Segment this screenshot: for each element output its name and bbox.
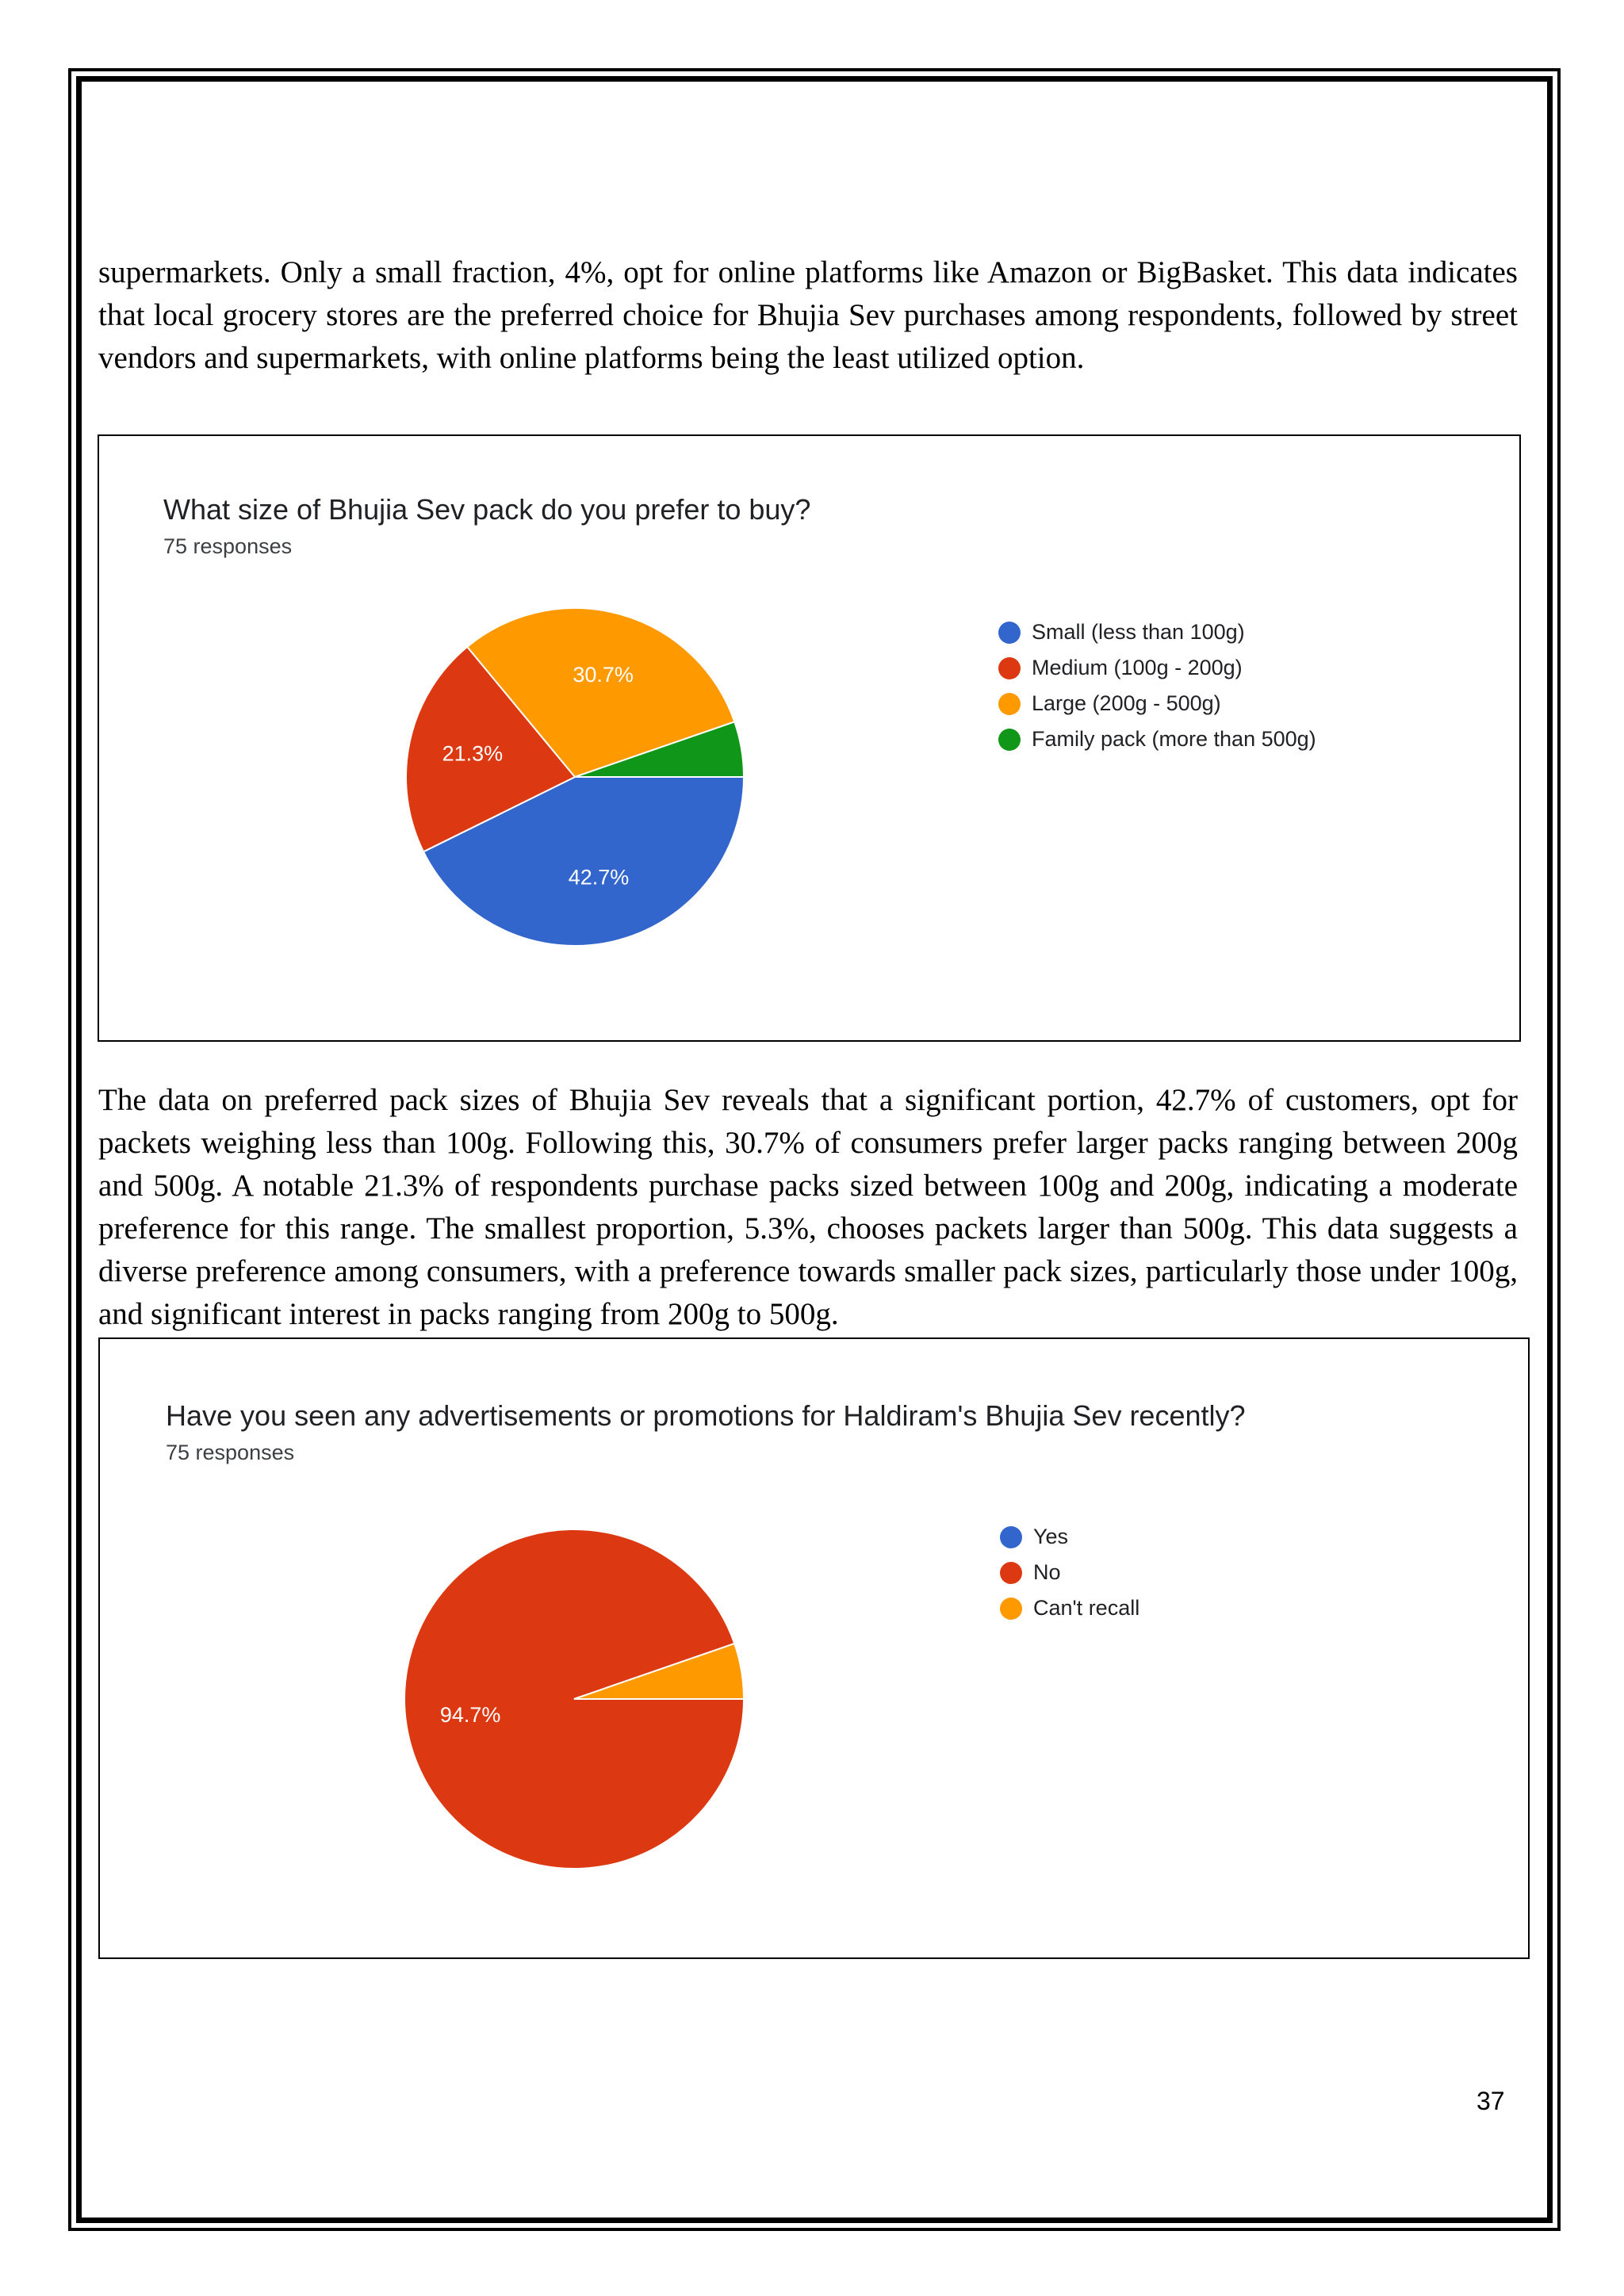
legend-label: Medium (100g - 200g) bbox=[1032, 656, 1243, 679]
legend-label: No bbox=[1033, 1560, 1061, 1584]
legend-swatch bbox=[998, 657, 1021, 679]
chart-subtitle: 75 responses bbox=[166, 1441, 295, 1464]
pie-chart bbox=[403, 1528, 745, 1870]
legend-label: Family pack (more than 500g) bbox=[1032, 727, 1316, 751]
page-number: 37 bbox=[1477, 2087, 1505, 2115]
legend-label: Small (less than 100g) bbox=[1032, 620, 1245, 644]
legend-swatch bbox=[1000, 1526, 1022, 1548]
legend-item-medium-100g-200g bbox=[998, 650, 1316, 686]
chart-legend bbox=[1000, 1519, 1139, 1626]
legend-item-yes bbox=[1000, 1519, 1139, 1555]
legend-label: Yes bbox=[1033, 1525, 1069, 1548]
chart-advertisements bbox=[98, 1337, 1530, 1959]
pie-chart bbox=[404, 607, 745, 947]
paragraph-analysis: The data on preferred pack sizes of Bhujia Sev reveals that a significant portion, 42.7% of customers, opt for packets weighing less than 100g. Following this, 30.7% of consumers prefer larger packs ranging between 200g and 500g. A notable 21.3% of respondents purchase packs sized between 100g and 200g, indicating a moderate preference for this range. The smallest proportion, 5.3%, chooses packets larger than 500g. This data suggests a diverse preference among consumers, with a preference towards smaller pack sizes, particularly those under 100g, and significant interest in packs ranging from 200g to 500g. bbox=[98, 1083, 1518, 1331]
legend-item-small-less-than-100g bbox=[998, 614, 1316, 650]
legend-swatch bbox=[1000, 1598, 1022, 1620]
legend-item-large-200g-500g bbox=[998, 686, 1316, 721]
pie-label-medium-100g-200g: 21.3% bbox=[442, 741, 504, 766]
chart-pack-size bbox=[98, 434, 1521, 1042]
legend-swatch bbox=[998, 693, 1021, 715]
legend-item-can-t-recall bbox=[1000, 1590, 1139, 1626]
pie-label-no: 94.7% bbox=[439, 1703, 501, 1728]
chart-title: Have you seen any advertisements or promotions for Haldiram's Bhujia Sev recently? bbox=[166, 1399, 1246, 1432]
legend-swatch bbox=[998, 729, 1021, 751]
paragraph-intro: supermarkets. Only a small fraction, 4%, opt for online platforms like Amazon or BigBasket. This data indicates that local grocery stores are the preferred choice for Bhujia Sev purchases among respondents, followed by street vendors and supermarkets, with online platforms being the least utilized option. bbox=[98, 255, 1518, 375]
legend-label: Can't recall bbox=[1033, 1596, 1140, 1620]
pie-label-large-200g-500g: 30.7% bbox=[573, 662, 634, 687]
legend-swatch bbox=[1000, 1562, 1022, 1584]
chart-legend bbox=[998, 614, 1316, 757]
legend-swatch bbox=[998, 622, 1021, 644]
legend-item-no bbox=[1000, 1555, 1139, 1590]
legend-item-family-pack-more-than-500g bbox=[998, 721, 1316, 757]
chart-title: What size of Bhujia Sev pack do you prefer to buy? bbox=[163, 493, 811, 526]
chart-subtitle: 75 responses bbox=[163, 534, 293, 558]
legend-label: Large (200g - 500g) bbox=[1032, 691, 1221, 715]
pie-label-small-less-than-100g: 42.7% bbox=[568, 865, 630, 890]
